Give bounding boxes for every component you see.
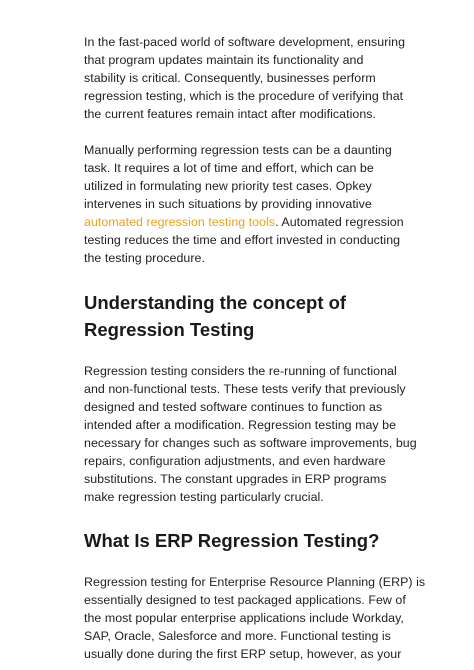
- section-heading-erp: What Is ERP Regression Testing?: [84, 530, 380, 551]
- erp-paragraph: [84, 573, 426, 663]
- text-line: intended after a modification. Regression testing may be: [84, 418, 397, 432]
- intro-paragraph: [84, 33, 404, 123]
- text-line: the most popular enterprise applications include Workday,: [84, 611, 404, 625]
- text-after-link: . Automated regression: [275, 215, 404, 229]
- section-heading-understanding: [84, 289, 404, 343]
- text-line: Regression testing considers the re-running of functional: [84, 364, 397, 378]
- text-line: essentially designed to test packaged applications. Few of: [84, 593, 406, 607]
- text-line: SAP, Oracle, Salesforce and more. Functional testing is: [84, 629, 391, 643]
- heading-line: Regression Testing: [84, 319, 255, 340]
- text-line: Regression testing for Enterprise Resource Planning (ERP) is: [84, 575, 426, 589]
- text-line: In the fast-paced world of software development, ensuring: [84, 35, 406, 49]
- text-line: utilized in formulating new priority test cases. Opkey: [84, 179, 372, 193]
- text-line: repairs, configuration adjustments, and even hardware: [84, 454, 386, 468]
- text-line: make regression testing particularly crucial.: [84, 490, 324, 504]
- text-line: and non-functional tests. These tests verify that previously: [84, 382, 406, 396]
- text-line: testing reduces the time and effort invested in conducting: [84, 233, 401, 247]
- text-line: the current features remain intact after modifications.: [84, 107, 376, 121]
- text-line: stability is critical. Consequently, businesses perform: [84, 71, 376, 85]
- heading-line: Understanding the concept of: [84, 292, 347, 313]
- manual-testing-paragraph: [84, 141, 404, 267]
- text-line: regression testing, which is the procedure of verifying that: [84, 89, 404, 103]
- text-line: task. It requires a lot of time and effort, which can be: [84, 161, 374, 175]
- text-line-with-link: [84, 213, 404, 231]
- automated-regression-testing-tools-link[interactable]: automated regression testing tools: [84, 215, 276, 229]
- text-line: the testing procedure.: [84, 251, 205, 265]
- text-line: that program updates maintain its functionality and: [84, 53, 364, 67]
- text-line: necessary for changes such as software improvements, bug: [84, 436, 417, 450]
- text-line: usually done during the first ERP setup, however, as your: [84, 647, 402, 661]
- text-line: substitutions. The constant upgrades in ERP programs: [84, 472, 387, 486]
- understanding-paragraph: [84, 362, 417, 506]
- text-line: intervenes in such situations by providing innovative: [84, 197, 372, 211]
- text-line: designed and tested software continues to function as: [84, 400, 383, 414]
- text-line: Manually performing regression tests can be a daunting: [84, 143, 392, 157]
